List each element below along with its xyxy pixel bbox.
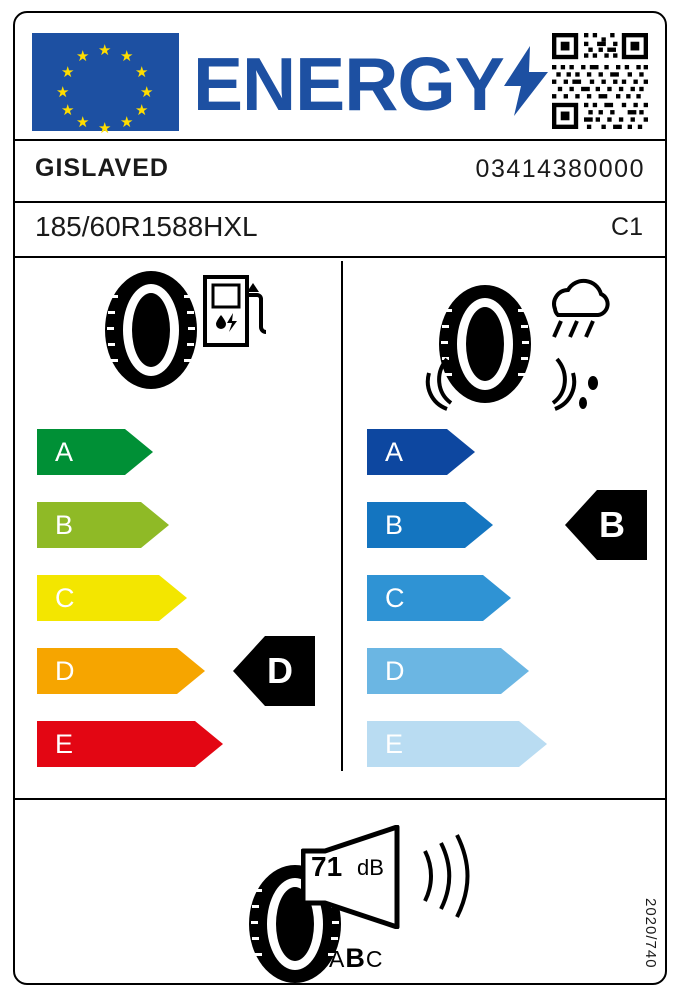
fuel-grade-d — [37, 648, 205, 694]
lightning-bolt-icon — [504, 46, 548, 116]
qr-code-icon — [552, 33, 648, 129]
wet-grade-d — [367, 648, 529, 694]
fuel-grade-d-label: D — [55, 656, 75, 686]
wet-rating-value: B — [597, 490, 647, 560]
wet-grade-e-label: E — [385, 729, 404, 759]
fuel-rating-value: D — [265, 636, 315, 706]
rain-cloud-icon — [535, 275, 619, 341]
noise-class-b: B — [345, 943, 366, 973]
fuel-grade-c — [37, 575, 187, 621]
column-divider — [341, 261, 343, 771]
noise-class-a: A — [329, 946, 346, 972]
noise-unit: dB — [357, 855, 384, 880]
noise-class-scale — [329, 943, 383, 974]
noise-section — [15, 803, 665, 993]
wet-grade-e — [367, 721, 547, 767]
regulation-reference: 2020/740 — [642, 898, 659, 969]
sound-waves-icon — [419, 833, 475, 919]
fuel-tyre-icon — [105, 271, 197, 389]
wet-grade-a — [367, 429, 475, 475]
tyre-size: 185/60R1588HXL — [35, 211, 258, 242]
fuel-grade-c-label: C — [55, 583, 75, 613]
page-title: ENERGY — [193, 42, 504, 126]
noise-value: 71 — [311, 851, 343, 882]
eu-flag-icon: ★ ★ ★ ★ ★ ★ ★ ★ ★ ★ ★ ★ — [32, 33, 179, 131]
fuel-pump-icon — [203, 275, 267, 347]
wet-grade-c-label: C — [385, 583, 405, 613]
divider-1 — [15, 139, 665, 141]
brand-name: GISLAVED — [35, 154, 169, 182]
wet-grade-b — [367, 502, 493, 548]
wet-grade-a-label: A — [385, 437, 404, 467]
water-splash-icon — [423, 353, 603, 419]
fuel-grade-b-label: B — [55, 510, 74, 540]
divider-4 — [15, 798, 665, 800]
divider-2 — [15, 201, 665, 203]
wet-grade-b-label: B — [385, 510, 404, 540]
wet-grade-d-label: D — [385, 656, 405, 686]
wet-grade-c — [367, 575, 511, 621]
fuel-grade-a-label: A — [55, 437, 74, 467]
label-header — [15, 13, 665, 139]
fuel-rating-marker — [233, 636, 315, 706]
fuel-grade-a — [37, 429, 153, 475]
energy-label-card — [13, 11, 667, 985]
noise-class-c: C — [365, 946, 384, 972]
fuel-grade-b — [37, 502, 169, 548]
fuel-grade-e-label: E — [55, 729, 74, 759]
wet-rating-marker — [565, 490, 647, 560]
divider-3 — [15, 256, 665, 258]
tyre-class: C1 — [611, 213, 643, 241]
part-number: 03414380000 — [475, 155, 645, 183]
fuel-grade-e — [37, 721, 223, 767]
